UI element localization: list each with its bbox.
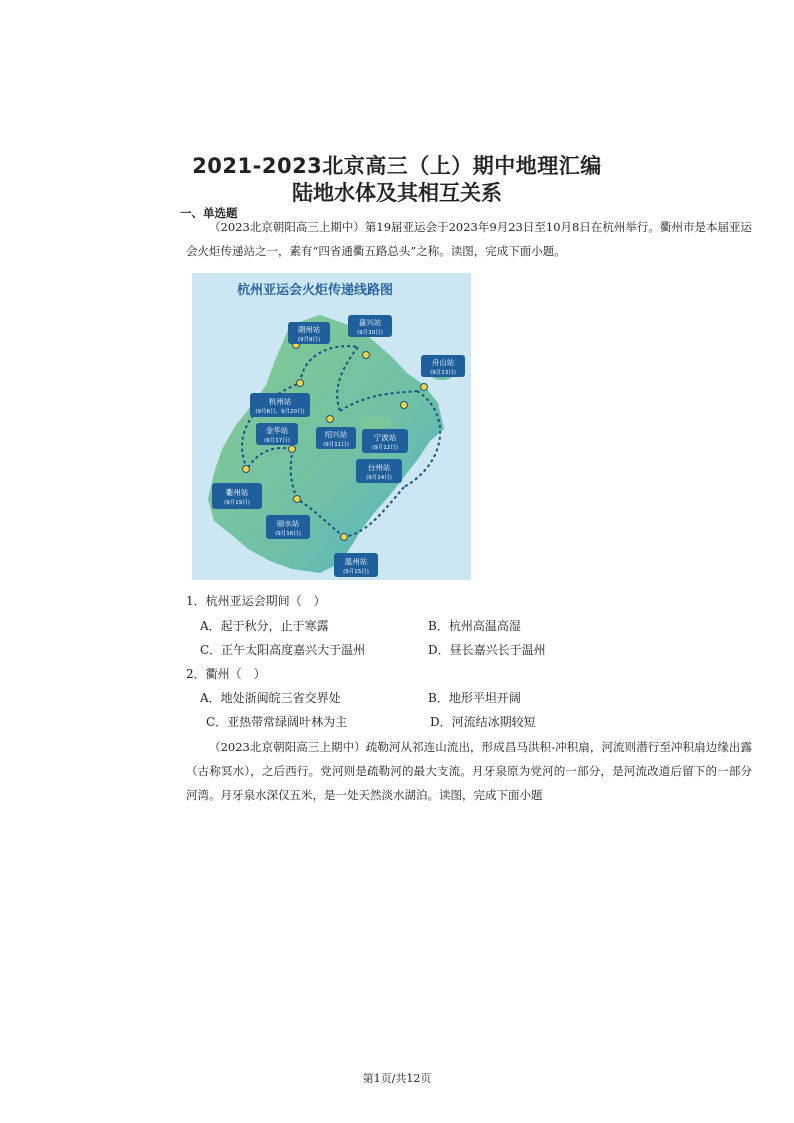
question-1-stem: 1．杭州亚运会期间（ ）: [186, 594, 326, 608]
label-shaoxing: [316, 427, 356, 449]
svg-text:(9月13日): (9月13日): [430, 370, 456, 376]
map-title: 杭州亚运会火炬传递线路图: [236, 283, 394, 298]
q1-option-c: C．正午太阳高度嘉兴大于温州: [200, 643, 366, 657]
label-jinhua: [256, 423, 298, 445]
svg-text:(9月10日): (9月10日): [357, 330, 383, 336]
document-title: 2021-2023北京高三（上）期中地理汇编: [192, 154, 602, 178]
document-subtitle: 陆地水体及其相互关系: [292, 181, 502, 205]
svg-text:衢州站: 衢州站: [225, 488, 249, 497]
svg-text:杭州站: 杭州站: [268, 397, 292, 406]
label-wenzhou: [334, 553, 378, 577]
svg-text:嘉兴站: 嘉兴站: [358, 318, 382, 327]
q2-option-c: C．亚热带常绿阔叶林为主: [206, 715, 348, 729]
svg-text:(9月12日): (9月12日): [372, 445, 398, 451]
question-2-stem: 2．衢州（ ）: [186, 667, 266, 681]
svg-text:(9月17日): (9月17日): [264, 438, 290, 444]
svg-text:(9月14日): (9月14日): [366, 475, 392, 481]
passage-1: （2023北京朝阳高三上期中）第19届亚运会于2023年9月23日至10月8日在杭州举行。衢州市是本届亚运会火炬传递站之一，素有“四省通衢五路总头”之称。读图，完成下面小题。: [186, 220, 752, 258]
svg-text:丽水站: 丽水站: [276, 519, 300, 528]
q1-option-d: D．昼长嘉兴长于温州: [428, 643, 546, 657]
label-quzhou: [212, 483, 262, 509]
svg-text:(9月8日、9月20日): (9月8日、9月20日): [255, 409, 305, 415]
svg-text:舟山站: 舟山站: [431, 358, 455, 367]
passage-2: （2023北京朝阳高三上期中）疏勒河从祁连山流出，形成昌马洪积-冲积扇，河流则潜行至冲积扇边缘出露（古称冥水），之后西行。党河则是疏勒河的最大支流。月牙泉原为党河的一部分，是河流改道后留下的一部分河湾。月牙泉水深仅五米，是一处天然淡水湖泊。读图，完成下面小题: [186, 740, 752, 802]
svg-text:(9月9日): (9月9日): [297, 337, 321, 343]
q2-option-a: A．地处浙闽皖三省交界处: [200, 691, 341, 705]
svg-text:金华站: 金华站: [265, 426, 289, 435]
label-hangzhou: [250, 393, 310, 417]
q2-option-b: B．地形平坦开阔: [428, 691, 521, 705]
q1-option-b: B．杭州高温高湿: [428, 619, 521, 633]
label-lishui: [266, 515, 310, 539]
island: [360, 416, 392, 430]
svg-text:台州站: 台州站: [367, 463, 391, 472]
section-heading: 一、单选题: [180, 206, 238, 220]
torch-relay-map: [192, 273, 471, 580]
svg-text:湖州站: 湖州站: [297, 325, 321, 334]
svg-text:宁波站: 宁波站: [373, 433, 397, 442]
svg-text:温州站: 温州站: [344, 557, 368, 566]
label-jiaxing: [348, 315, 392, 337]
label-huzhou: [288, 322, 330, 344]
svg-text:(9月11日): (9月11日): [323, 442, 349, 448]
q1-option-a: A．起于秋分，止于寒露: [200, 619, 329, 633]
svg-text:(9月15日): (9月15日): [343, 569, 369, 575]
svg-text:(9月19日): (9月19日): [224, 500, 250, 506]
label-ningbo: [362, 429, 408, 453]
svg-text:绍兴站: 绍兴站: [324, 430, 348, 439]
page-footer: 第1页/共12页: [362, 1072, 432, 1085]
label-taizhou: [356, 459, 402, 483]
svg-text:(9月16日): (9月16日): [275, 531, 301, 537]
q2-option-d: D．河流结冰期较短: [430, 715, 536, 729]
label-zhoushan: [421, 355, 465, 377]
